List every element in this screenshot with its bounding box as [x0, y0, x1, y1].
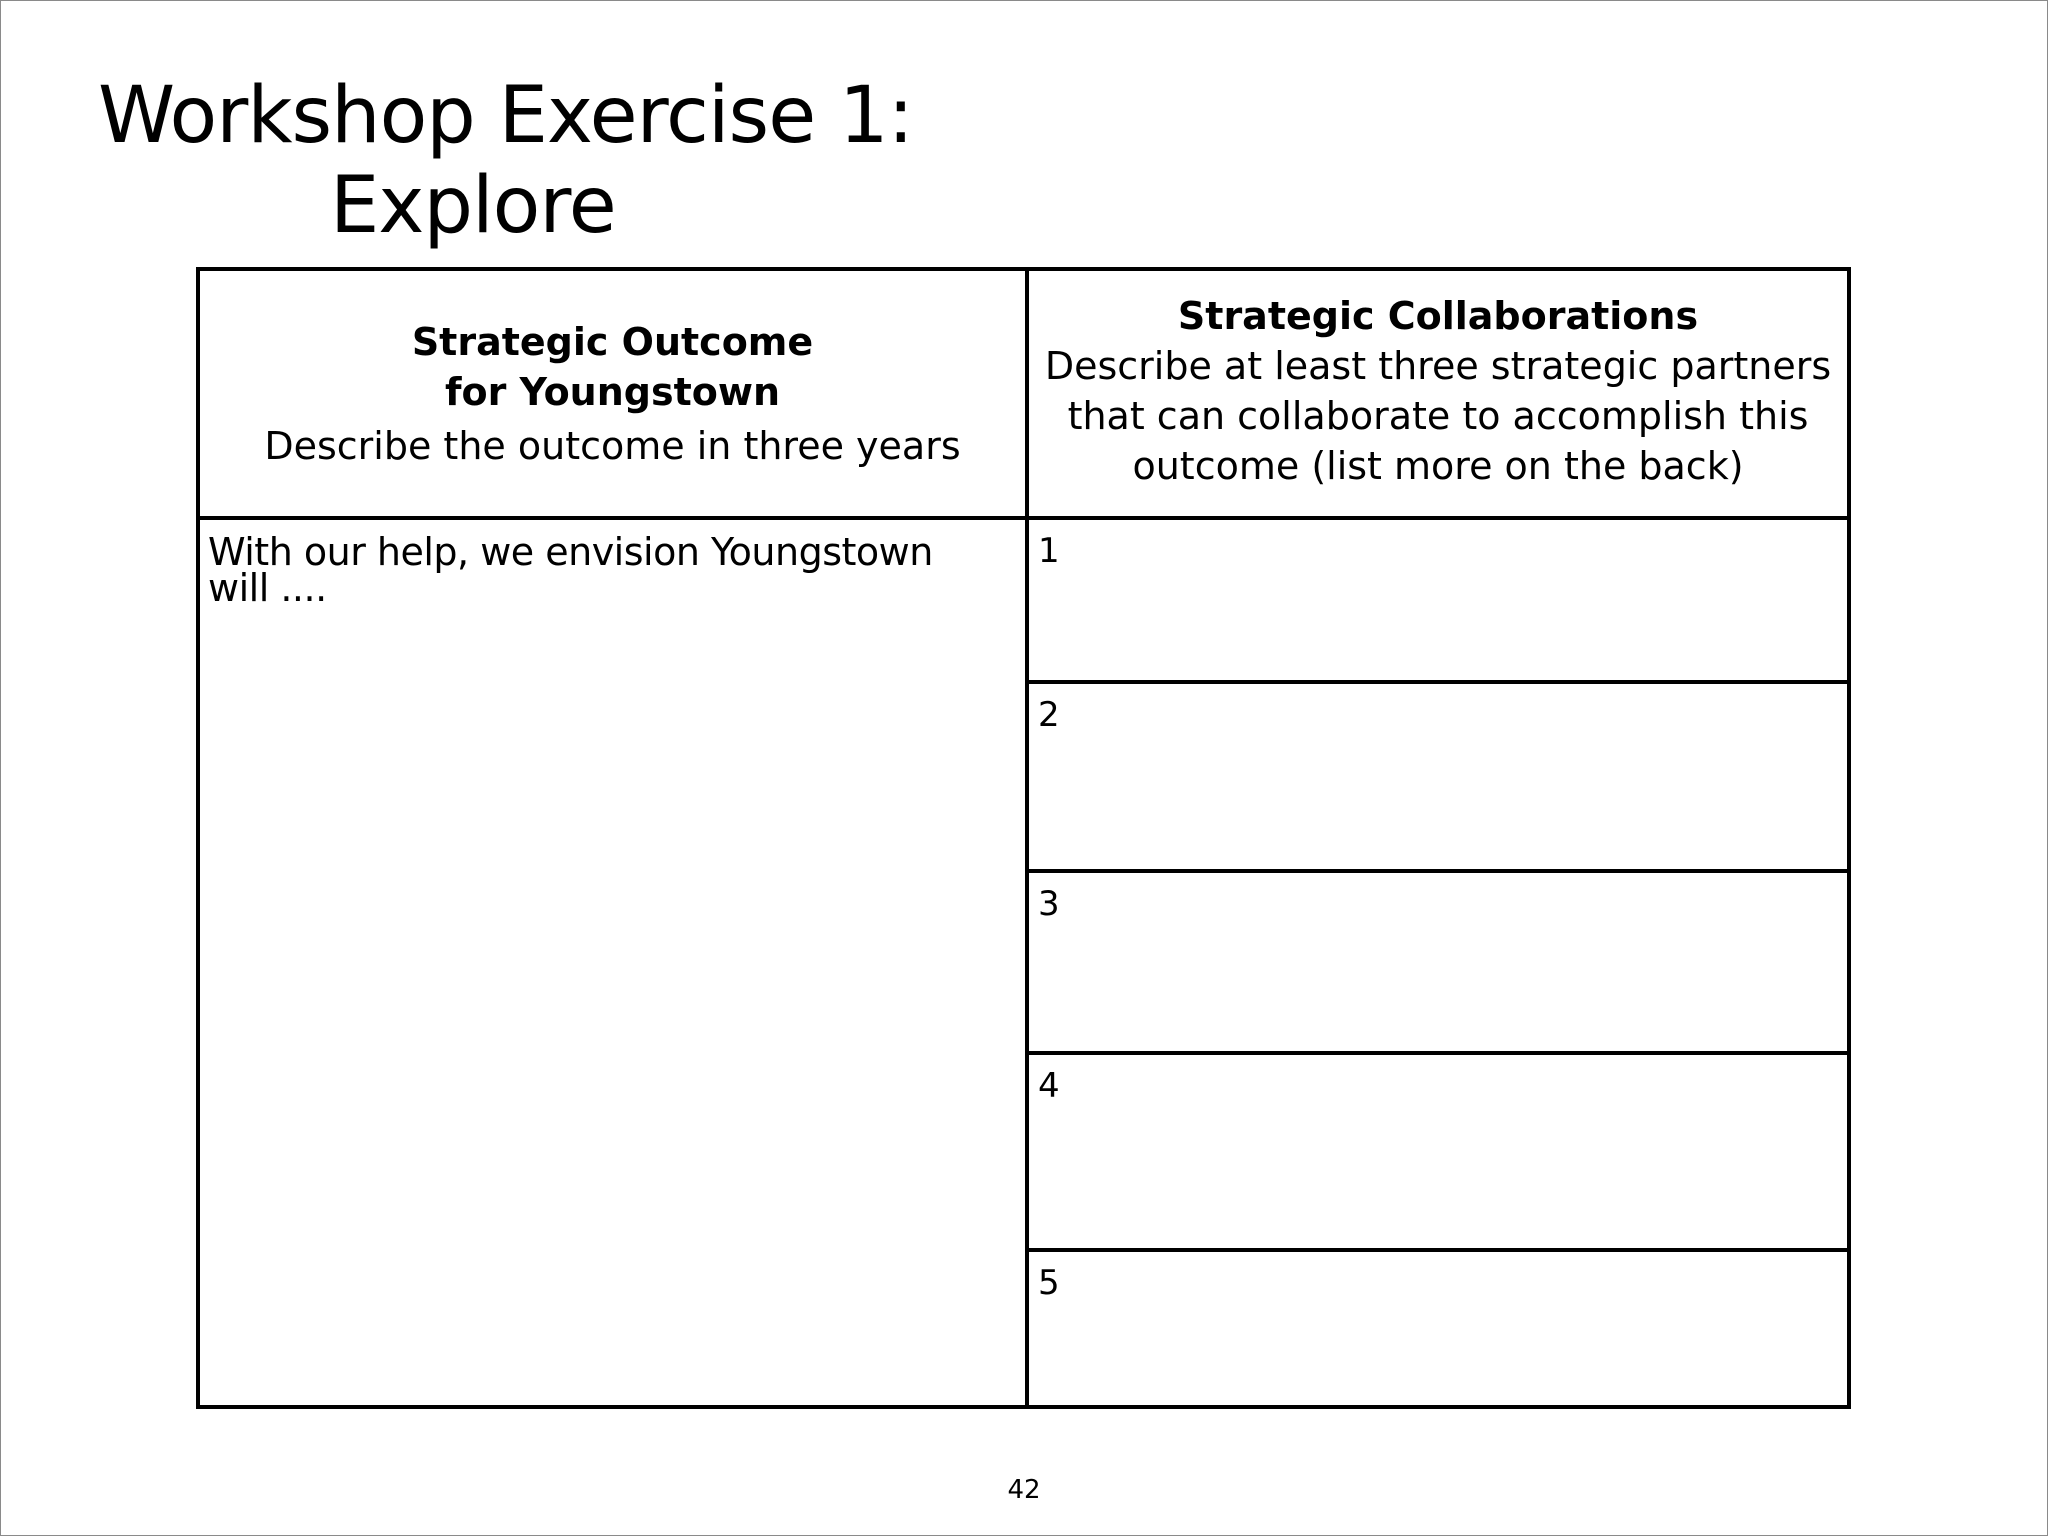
outcome-prompt-line1: With our help, we envision Youngstown — [208, 530, 933, 574]
outcome-header — [200, 317, 1025, 471]
collab-row-number-2: 2 — [1038, 695, 1060, 735]
header-divider — [200, 516, 1847, 520]
row-divider-2 — [1029, 869, 1847, 873]
worksheet-table — [196, 267, 1851, 1409]
outcome-header-title-line1: Strategic Outcome — [411, 320, 814, 364]
outcome-header-description: Describe the outcome in three years — [264, 424, 961, 468]
row-divider-3 — [1029, 1051, 1847, 1055]
collab-row-number-4: 4 — [1038, 1066, 1060, 1106]
outcome-prompt-line2: will .... — [208, 566, 327, 610]
collab-header-title: Strategic Collaborations — [1177, 294, 1699, 338]
page-title-line2: Explore — [330, 161, 616, 251]
collab-header-description-line1: Describe at least three strategic partners — [1044, 344, 1832, 388]
collab-header — [1029, 291, 1847, 491]
page-number: 42 — [1007, 1475, 1041, 1505]
outcome-header-title-line2: for Youngstown — [444, 370, 781, 414]
collab-header-description-line3: outcome (list more on the back) — [1132, 444, 1744, 488]
collab-row-number-3: 3 — [1038, 884, 1060, 924]
row-divider-1 — [1029, 680, 1847, 684]
collab-header-description-line2: that can collaborate to accomplish this — [1067, 394, 1809, 438]
outcome-prompt — [208, 527, 948, 613]
collab-row-number-5: 5 — [1038, 1263, 1060, 1303]
collab-row-number-1: 1 — [1038, 531, 1060, 571]
row-divider-4 — [1029, 1248, 1847, 1252]
page-title-line1: Workshop Exercise 1: — [98, 71, 913, 161]
